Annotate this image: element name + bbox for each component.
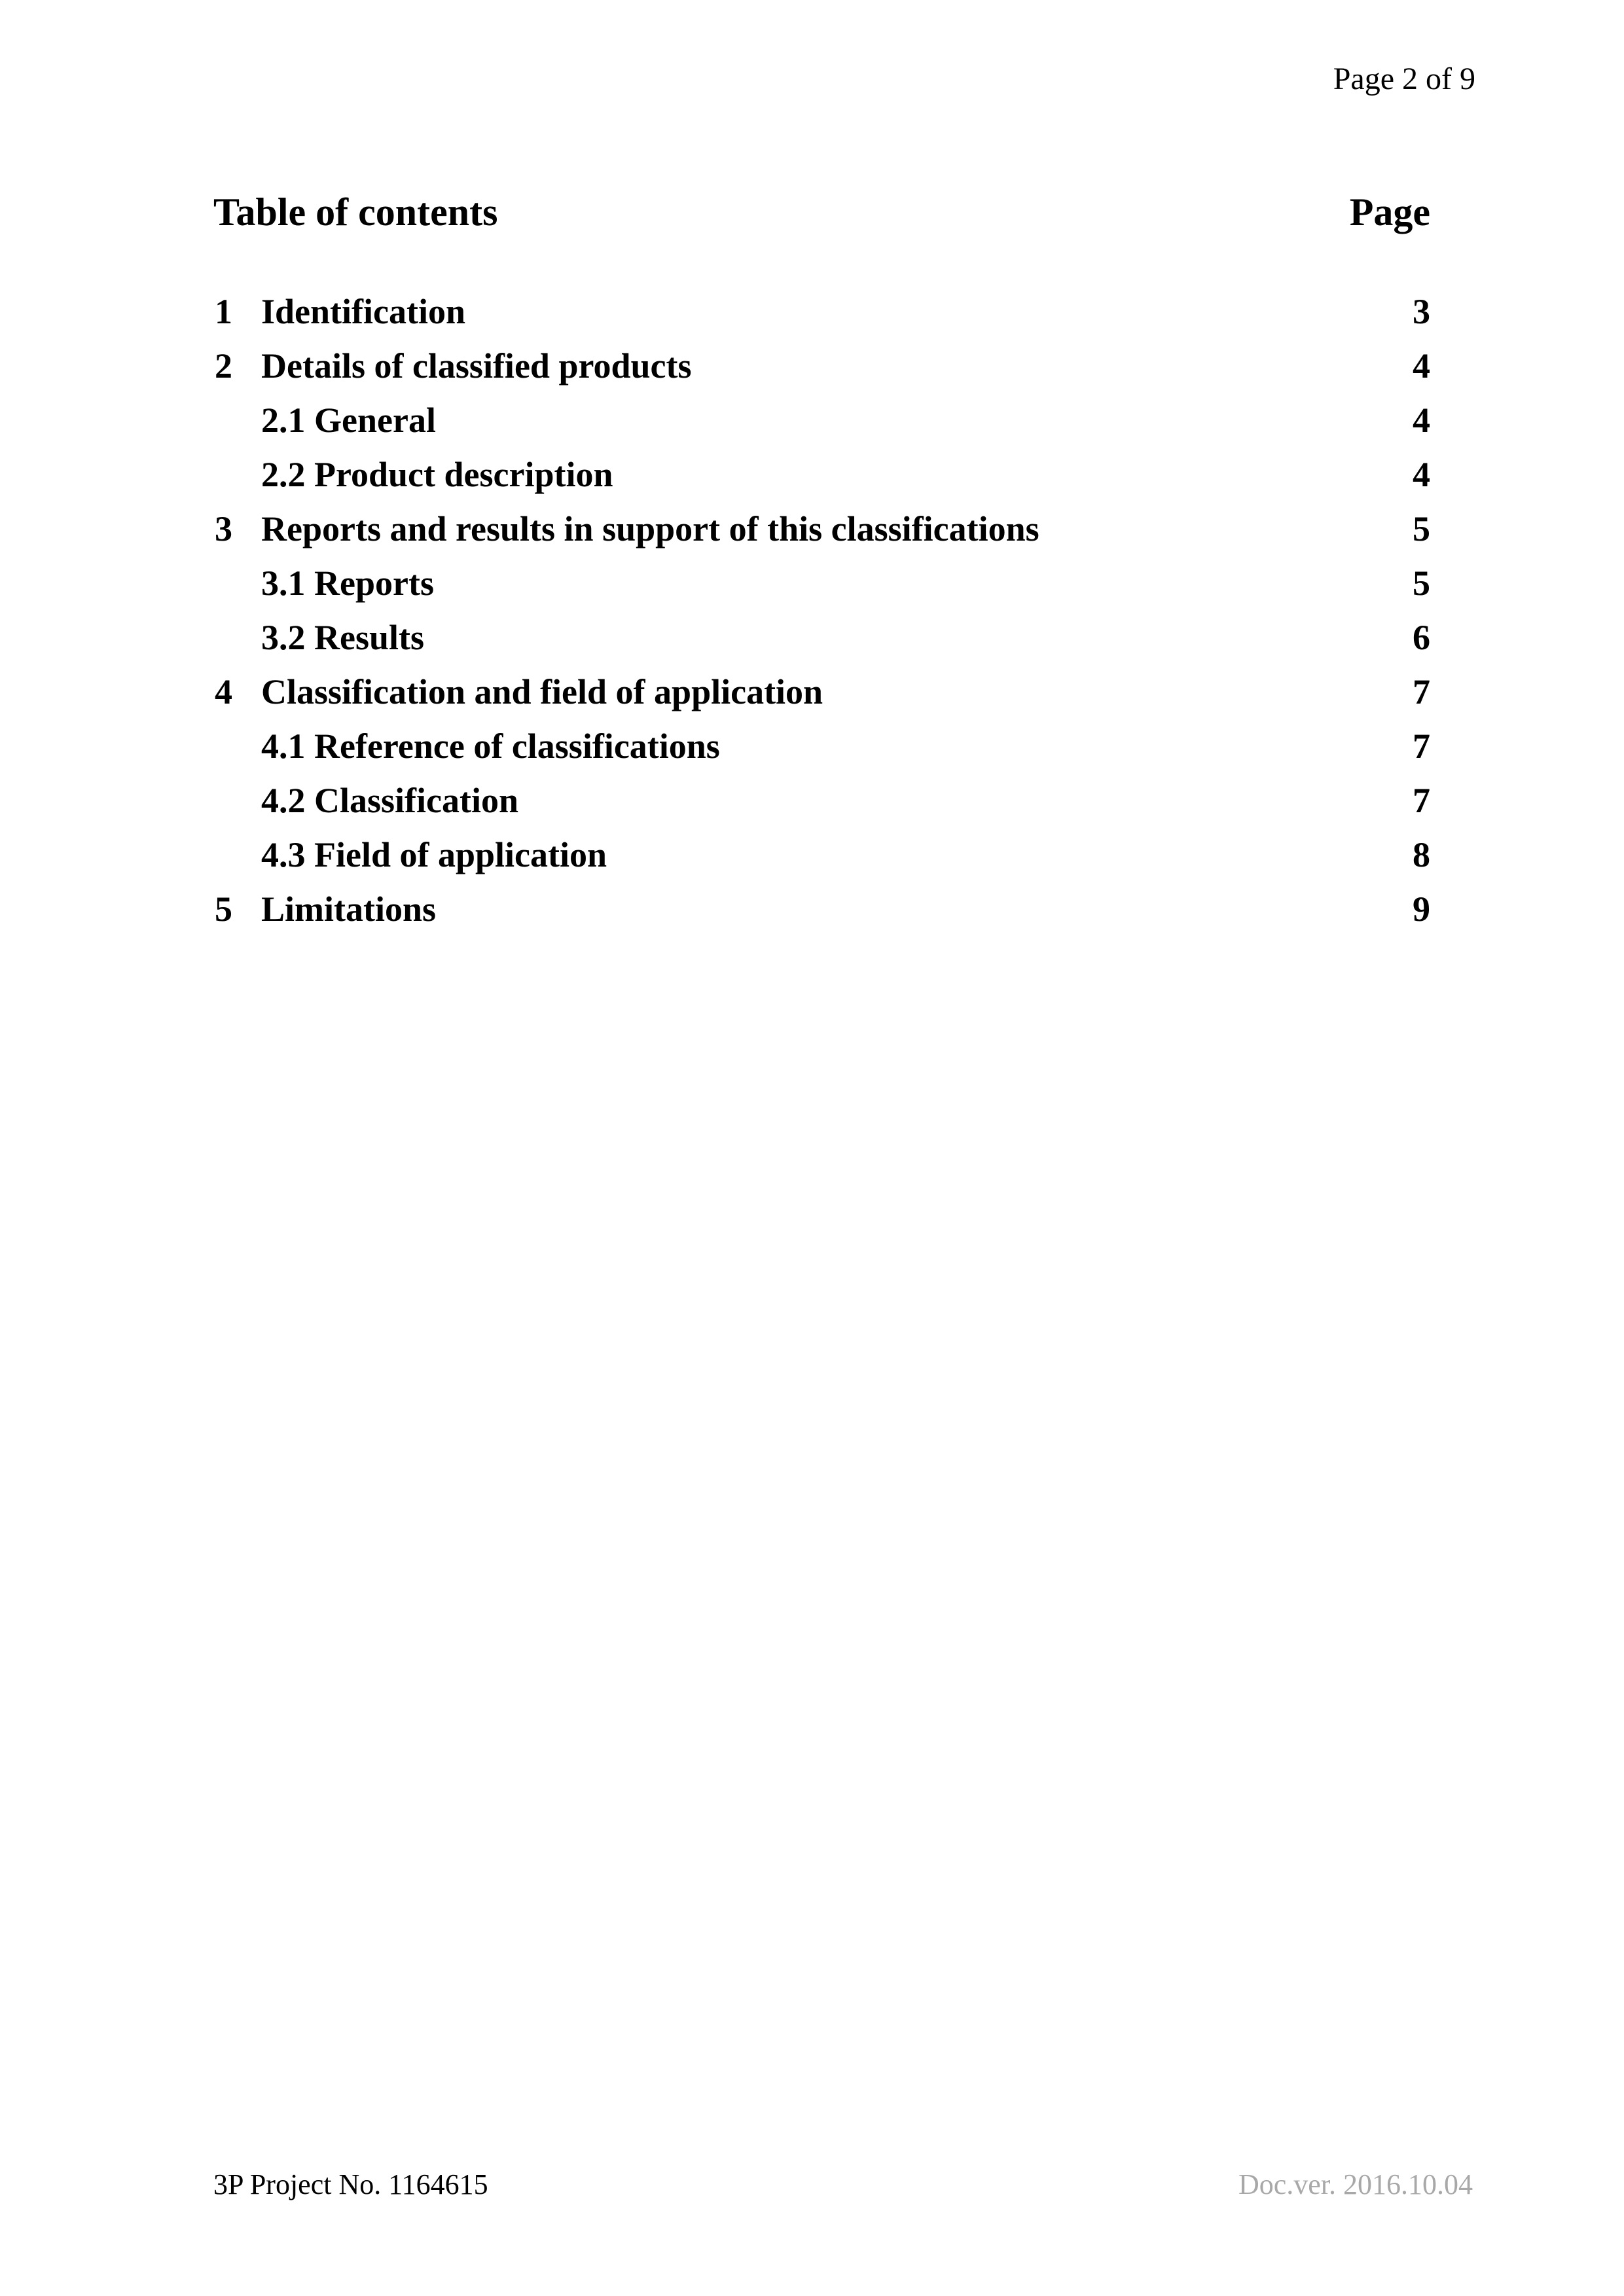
toc-entry-page: 7 xyxy=(1413,726,1430,766)
toc-entry-label: Identification xyxy=(261,292,466,331)
toc-entry-page: 4 xyxy=(1413,455,1430,494)
toc-entry-label: Reports and results in support of this classifications xyxy=(261,509,1039,548)
toc-entry xyxy=(215,719,1430,774)
toc-entry-label: 3.1 Reports xyxy=(261,564,434,603)
footer-doc-version: Doc.ver. 2016.10.04 xyxy=(1238,2168,1473,2200)
toc-heading-row xyxy=(213,188,1430,236)
toc-entry-label: 4.3 Field of application xyxy=(261,835,607,874)
toc-entry xyxy=(215,882,1430,937)
toc-entry-number: 5 xyxy=(215,889,232,929)
toc-entry-number: 2 xyxy=(215,346,232,386)
toc-entry-page: 7 xyxy=(1413,672,1430,711)
toc-entry-page: 4 xyxy=(1413,346,1430,386)
toc-entry-label: Details of classified products xyxy=(261,346,692,386)
toc-entry-label: Classification and field of application xyxy=(261,672,823,711)
toc-entry-label: 2.1 General xyxy=(261,401,436,440)
toc-entry-page: 5 xyxy=(1413,509,1430,548)
toc-entry xyxy=(215,828,1430,882)
toc-entry-label: 4.1 Reference of classifications xyxy=(261,726,720,766)
toc-entry xyxy=(215,339,1430,393)
toc-entry xyxy=(215,774,1430,828)
toc-entry-page: 9 xyxy=(1413,889,1430,929)
toc-entry xyxy=(215,611,1430,665)
toc-entry-label: 4.2 Classification xyxy=(261,781,519,820)
toc-entry-label: 3.2 Results xyxy=(261,618,425,657)
toc-entry xyxy=(215,393,1430,448)
toc-entry-label: Limitations xyxy=(261,889,437,929)
toc-entry-page: 3 xyxy=(1413,292,1430,331)
toc-entry xyxy=(215,285,1430,339)
toc-entry xyxy=(215,665,1430,719)
toc-entry-page: 6 xyxy=(1413,618,1430,657)
toc-entry-label: 2.2 Product description xyxy=(261,455,613,494)
toc-page-column-label: Page xyxy=(1349,190,1430,234)
toc-heading: Table of contents xyxy=(213,190,498,234)
toc-entry xyxy=(215,556,1430,611)
toc-entry xyxy=(215,448,1430,502)
toc-entry-page: 4 xyxy=(1413,401,1430,440)
toc-list xyxy=(215,285,1430,937)
toc-entry-number: 3 xyxy=(215,509,232,548)
toc-entry-number: 4 xyxy=(215,672,232,711)
toc-entry-page: 7 xyxy=(1413,781,1430,820)
toc-entry-page: 8 xyxy=(1413,835,1430,874)
toc-entry-page: 5 xyxy=(1413,564,1430,603)
footer-project-number: 3P Project No. 1164615 xyxy=(213,2168,488,2200)
toc-entry-number: 1 xyxy=(215,292,232,331)
page-footer xyxy=(213,2168,1473,2202)
running-header-page-indicator: Page 2 of 9 xyxy=(1333,62,1475,96)
toc-entry xyxy=(215,502,1430,556)
